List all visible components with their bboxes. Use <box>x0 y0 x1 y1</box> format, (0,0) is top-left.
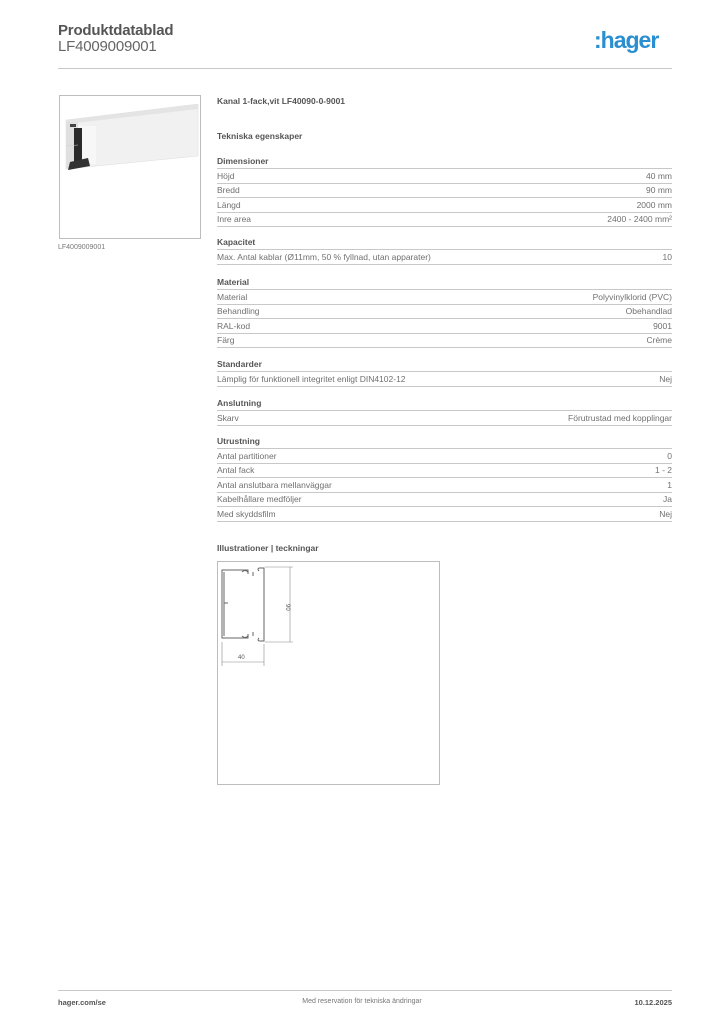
row-label: Bredd <box>217 185 240 196</box>
row-value: Nej <box>659 373 672 384</box>
row-label: Behandling <box>217 306 260 317</box>
row-label: Material <box>217 291 248 302</box>
section-title: Material <box>217 277 672 290</box>
footer-disclaimer: Med reservation för tekniska ändringar <box>302 998 422 1005</box>
table-row <box>217 493 672 508</box>
row-label: Antal anslutbara mellanväggar <box>217 479 332 490</box>
table-row <box>217 449 672 464</box>
svg-text:40: 40 <box>238 655 245 661</box>
row-value: Förutrustad med kopplingar <box>568 412 672 423</box>
hager-logo: :hager <box>594 27 659 53</box>
section-anslutning <box>217 398 672 426</box>
table-row <box>217 507 672 522</box>
row-value: Polyvinylklorid (PVC) <box>592 291 672 302</box>
table-row <box>217 198 672 213</box>
row-value: Crème <box>646 335 672 346</box>
row-label: Lämplig för funktionell integritet enligt DIN4102-12 <box>217 373 406 384</box>
row-value: 90 mm <box>646 185 672 196</box>
row-label: Med skyddsfilm <box>217 508 276 519</box>
product-image <box>59 95 201 239</box>
table-row <box>217 478 672 493</box>
section-title: Dimensioner <box>217 156 672 169</box>
row-label: Färg <box>217 335 235 346</box>
row-label: Kabelhållare medföljer <box>217 494 302 505</box>
product-image-caption: LF4009009001 <box>58 244 106 251</box>
row-label: Höjd <box>217 170 235 181</box>
row-value: Ja <box>663 494 672 505</box>
row-value: 40 mm <box>646 170 672 181</box>
row-label: Antal fack <box>217 465 255 476</box>
row-value: Obehandlad <box>625 306 672 317</box>
technical-drawing <box>217 561 440 785</box>
table-row <box>217 334 672 349</box>
row-value: 2000 mm <box>636 199 672 210</box>
section-material <box>217 277 672 348</box>
row-label: RAL-kod <box>217 320 251 331</box>
technical-properties-heading: Tekniska egenskaper <box>217 131 303 141</box>
table-row <box>217 372 672 387</box>
table-row <box>217 305 672 320</box>
row-value: 10 <box>662 251 672 262</box>
row-value: 0 <box>667 450 672 461</box>
section-title: Standarder <box>217 359 672 372</box>
row-label: Inre area <box>217 214 252 225</box>
table-row <box>217 411 672 426</box>
row-label: Antal partitioner <box>217 450 277 461</box>
cross-section-drawing-icon <box>218 562 439 784</box>
row-value: 2400 - 2400 mm² <box>607 214 672 225</box>
row-value: Nej <box>659 508 672 519</box>
section-title: Kapacitet <box>217 237 672 250</box>
section-title: Utrustning <box>217 436 672 449</box>
footer-date: 10.12.2025 <box>634 998 672 1007</box>
table-row <box>217 319 672 334</box>
row-value: 1 <box>667 479 672 490</box>
product-name: Kanal 1-fack,vit LF40090-0-9001 <box>217 96 346 106</box>
svg-text:90: 90 <box>284 604 290 611</box>
section-dimensioner <box>217 156 672 227</box>
section-utrustning <box>217 436 672 522</box>
footer-divider <box>58 990 672 991</box>
document-title: Produktdatablad <box>58 22 174 39</box>
table-row <box>217 290 672 305</box>
table-row <box>217 464 672 479</box>
section-kapacitet <box>217 237 672 265</box>
row-value: 1 - 2 <box>654 465 672 476</box>
row-value: 9001 <box>653 320 672 331</box>
header-divider <box>58 68 672 69</box>
illustrations-heading: Illustrationer | teckningar <box>217 543 319 553</box>
section-standarder <box>217 359 672 387</box>
table-row <box>217 213 672 228</box>
table-row <box>217 250 672 265</box>
footer-website-link[interactable]: hager.com/se <box>58 998 106 1007</box>
section-title: Anslutning <box>217 398 672 411</box>
table-row <box>217 184 672 199</box>
cable-duct-product-icon <box>60 96 200 238</box>
table-row <box>217 169 672 184</box>
row-label: Skarv <box>217 412 239 423</box>
product-reference: LF4009009001 <box>58 38 157 55</box>
row-label: Längd <box>217 199 241 210</box>
row-label: Max. Antal kablar (Ø11mm, 50 % fyllnad, utan apparater) <box>217 251 431 262</box>
